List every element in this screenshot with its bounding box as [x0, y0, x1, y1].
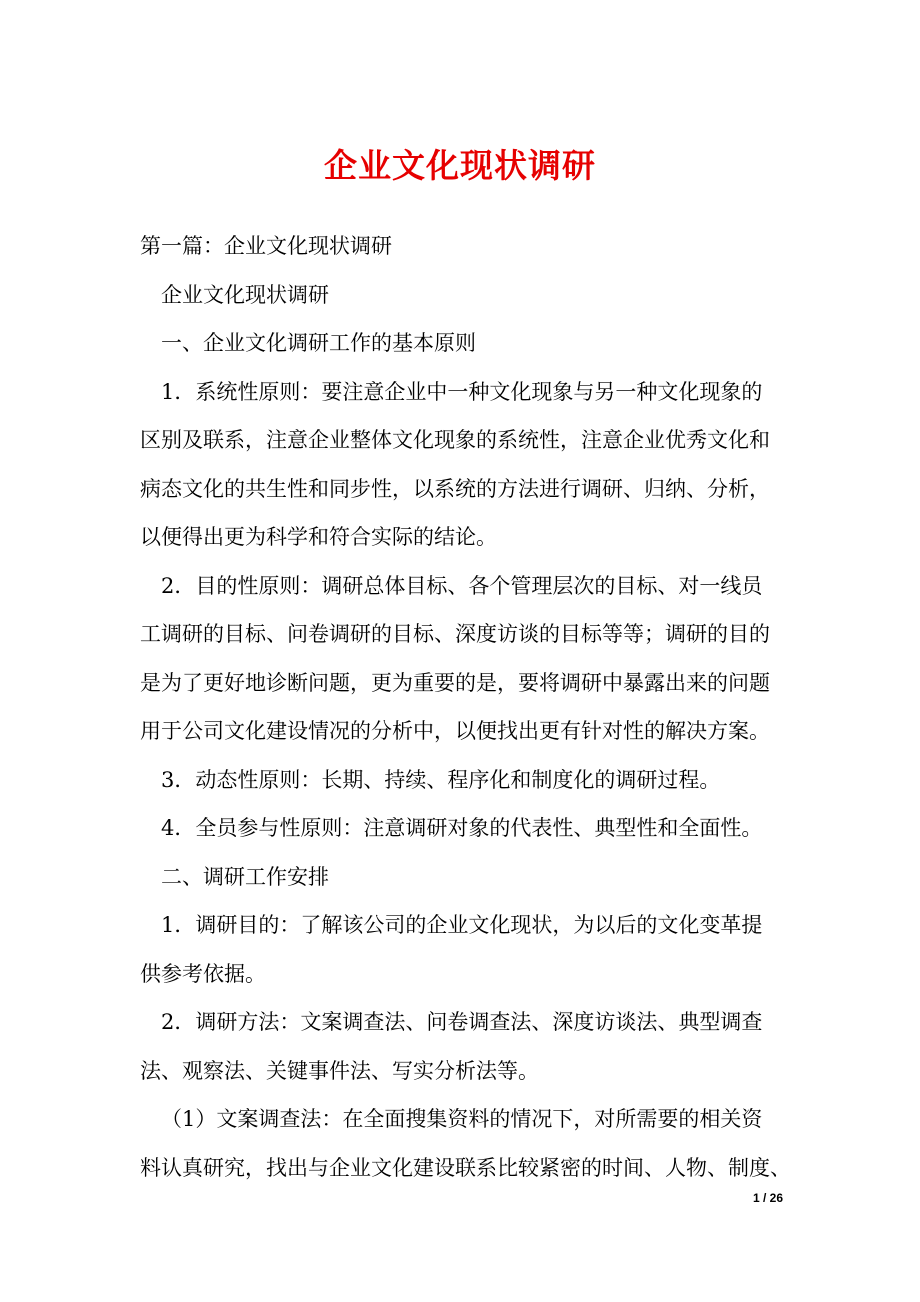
text-line: 3．动态性原则：长期、持续、程序化和制度化的调研过程。 — [161, 767, 721, 792]
text-line: 供参考依据。 — [140, 961, 266, 986]
text-line: 工调研的目标、问卷调研的目标、深度访谈的目标等等；调研的目的 — [140, 622, 770, 646]
text-line: 1．调研目的：了解该公司的企业文化现状，为以后的文化变革提 — [161, 913, 763, 937]
text-line: 2．目的性原则：调研总体目标、各个管理层次的目标、对一线员 — [161, 573, 763, 598]
text-line: 企业文化现状调研 — [161, 282, 329, 307]
document-title: 企业文化现状调研 — [324, 146, 596, 185]
text-line: （1）文案调查法：在全面搜集资料的情况下，对所需要的相关资 — [161, 1107, 763, 1131]
text-line: 料认真研究，找出与企业文化建设联系比较紧密的时间、人物、制度、 — [140, 1155, 791, 1180]
text-line: 2．调研方法：文案调查法、问卷调查法、深度访谈法、典型调查 — [161, 1010, 763, 1034]
text-line: 病态文化的共生性和同步性，以系统的方法进行调研、归纳、分析， — [140, 476, 770, 501]
text-line: 区别及联系，注意企业整体文化现象的系统性，注意企业优秀文化和 — [140, 428, 770, 452]
text-line: 用于公司文化建设情况的分析中，以便找出更有针对性的解决方案。 — [140, 719, 770, 743]
text-line: 4．全员参与性原则：注意调研对象的代表性、典型性和全面性。 — [161, 816, 763, 840]
text-line: 法、观察法、关键事件法、写实分析法等。 — [140, 1058, 539, 1083]
document-body — [140, 222, 800, 1192]
page-number: 1 / 26 — [752, 1191, 784, 1205]
section-heading: 一、企业文化调研工作的基本原则 — [161, 331, 476, 355]
text-line: 1．系统性原则：要注意企业中一种文化现象与另一种文化现象的 — [161, 379, 763, 404]
text-line: 第一篇：企业文化现状调研 — [140, 234, 392, 258]
section-heading: 二、调研工作安排 — [161, 864, 329, 889]
text-line: 是为了更好地诊断问题，更为重要的是，要将调研中暴露出来的问题 — [140, 670, 770, 695]
text-line: 以便得出更为科学和符合实际的结论。 — [140, 525, 497, 549]
